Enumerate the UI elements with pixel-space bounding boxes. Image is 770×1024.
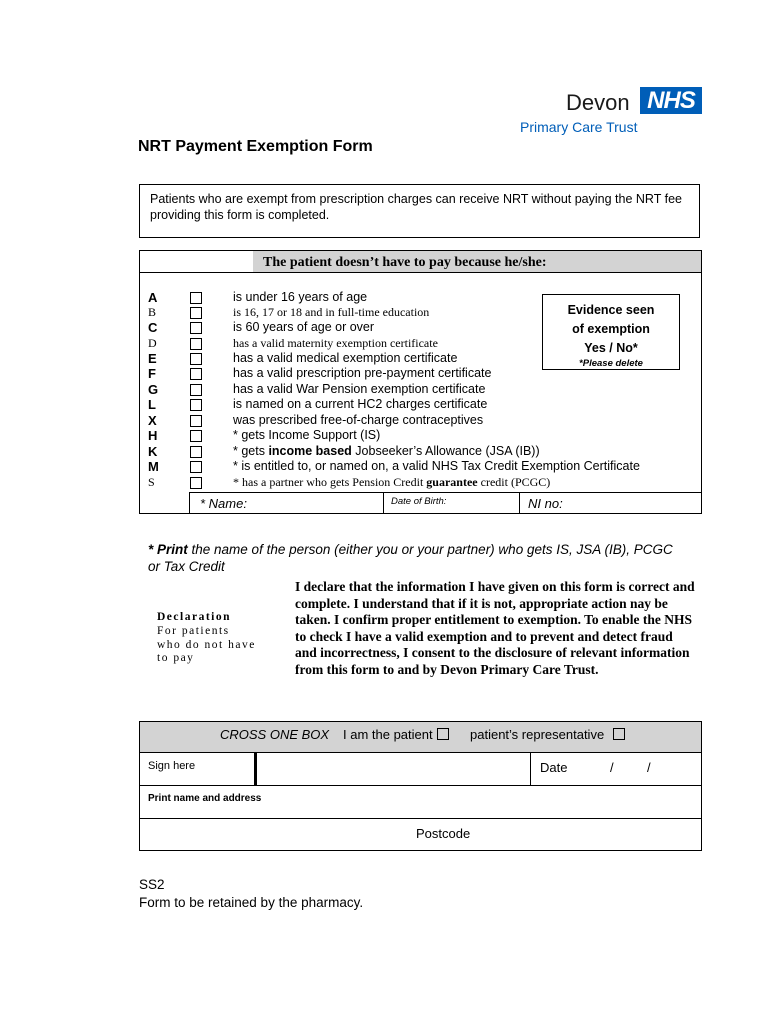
divider (189, 492, 190, 513)
divider (140, 818, 701, 819)
intro-box: Patients who are exempt from prescription charges can receive NRT without paying the NRT fee providing this form is completed. (139, 184, 700, 238)
declaration-title: Declaration (157, 611, 231, 623)
reason-text-emphasis: income based (268, 444, 352, 458)
reason-letter: S (148, 475, 155, 489)
divider (140, 272, 701, 273)
reason-letter: E (148, 351, 157, 366)
reason-letter: G (148, 382, 159, 397)
evidence-yes-no: Yes / No* (584, 341, 638, 355)
declaration-subtitle: For patients who do not have to pay (157, 625, 256, 664)
date-separator: / (647, 760, 651, 775)
postcode-field[interactable]: Postcode (416, 826, 471, 841)
declaration-text: I declare that the information I have given on this form is correct and complete. I understand that if it is not, appropriate action nay be taken. I confirm proper entitlement to exemption. To enable the NHS to check I have a valid exemption and to prevent and detect fraud and incorrectness, I consent to the disclosure of relevant information from this form to and by Devon Primary Care Trust. (295, 579, 695, 677)
nhs-logo: NHS (640, 87, 702, 114)
reason-checkbox[interactable] (190, 415, 202, 427)
representative-checkbox[interactable] (613, 728, 625, 740)
evidence-line-2: of exemption (572, 322, 650, 336)
reason-text: has a valid medical exemption certificate (233, 351, 458, 365)
reason-letter: M (148, 459, 159, 474)
print-note-bold: * Print (148, 542, 188, 557)
reason-checkbox[interactable] (190, 446, 202, 458)
evidence-box (542, 294, 680, 370)
signature-field[interactable] (254, 753, 531, 785)
reason-text: has a valid maternity exemption certificate (233, 336, 438, 350)
reason-text: has a valid prescription pre-payment certificate (233, 366, 492, 380)
patient-option-label: I am the patient (343, 727, 433, 742)
form-code: SS2 (139, 877, 165, 892)
logo-devon: Devon (566, 90, 630, 115)
reason-text-part: Jobseeker’s Allowance (JSA (IB)) (351, 444, 540, 458)
reason-letter: K (148, 444, 158, 459)
reason-text-part: * has a partner who gets Pension Credit (233, 475, 427, 489)
name-field[interactable]: * Name: (200, 496, 247, 511)
dob-field[interactable]: Date of Birth: (391, 496, 447, 507)
reason-letter: B (148, 305, 157, 319)
reason-letter: D (148, 336, 157, 350)
reason-checkbox[interactable] (190, 384, 202, 396)
date-separator: / (610, 760, 614, 775)
reason-letter: F (148, 366, 156, 381)
reason-text-emphasis: guarantee (426, 475, 478, 489)
reason-checkbox[interactable] (190, 307, 202, 319)
evidence-note: *Please delete (579, 358, 643, 369)
sign-here-label: Sign here (148, 760, 196, 772)
reason-text-part: credit (PCGC) (477, 475, 551, 489)
reason-letter: A (148, 290, 158, 305)
reason-checkbox[interactable] (190, 322, 202, 334)
reason-text: is under 16 years of age (233, 290, 368, 304)
representative-option-label: patient’s representative (470, 727, 605, 742)
reason-text: * is entitled to, or named on, a valid NHS Tax Credit Exemption Certificate (233, 459, 640, 473)
reason-letter: X (148, 413, 157, 428)
date-field[interactable]: Date (540, 760, 568, 775)
reason-checkbox[interactable] (190, 338, 202, 350)
patient-checkbox[interactable] (437, 728, 449, 740)
print-note-text: the name of the person (either you or your partner) who gets IS, JSA (IB), PCGC or Tax Credit (148, 542, 673, 574)
reason-checkbox[interactable] (190, 430, 202, 442)
cross-one-box-label: CROSS ONE BOX (220, 727, 330, 742)
reason-letter: H (148, 428, 158, 443)
reason-text: * gets Income Support (IS) (233, 428, 381, 442)
divider (140, 785, 701, 786)
reason-text (233, 475, 550, 490)
reason-letter: C (148, 320, 158, 335)
retention-note: Form to be retained by the pharmacy. (139, 895, 364, 910)
reason-text: is named on a current HC2 charges certificate (233, 397, 488, 411)
reason-text: is 60 years of age or over (233, 320, 375, 334)
divider (189, 492, 701, 493)
divider (519, 492, 520, 513)
reason-letter: L (148, 397, 156, 412)
reason-checkbox[interactable] (190, 368, 202, 380)
ni-number-field[interactable]: NI no: (528, 496, 563, 511)
reason-checkbox[interactable] (190, 399, 202, 411)
reason-checkbox[interactable] (190, 353, 202, 365)
reason-text (233, 444, 540, 458)
name-address-field[interactable]: Print name and address (148, 793, 262, 804)
reason-checkbox[interactable] (190, 477, 202, 489)
reason-checkbox[interactable] (190, 292, 202, 304)
reason-text: was prescribed free-of-charge contraceptives (233, 413, 484, 427)
footer (139, 876, 363, 912)
print-name-note (148, 541, 688, 575)
reason-text-part: * gets (233, 444, 269, 458)
evidence-line-1: Evidence seen (567, 303, 655, 317)
exemption-header: The patient doesn’t have to pay because he/she: (263, 255, 547, 270)
reason-text: is 16, 17 or 18 and in full-time education (233, 305, 430, 319)
form-title: NRT Payment Exemption Form (138, 138, 373, 155)
divider (383, 492, 384, 513)
logo-trust-name: Primary Care Trust (520, 119, 638, 135)
reason-text: has a valid War Pension exemption certificate (233, 382, 486, 396)
reason-checkbox[interactable] (190, 461, 202, 473)
